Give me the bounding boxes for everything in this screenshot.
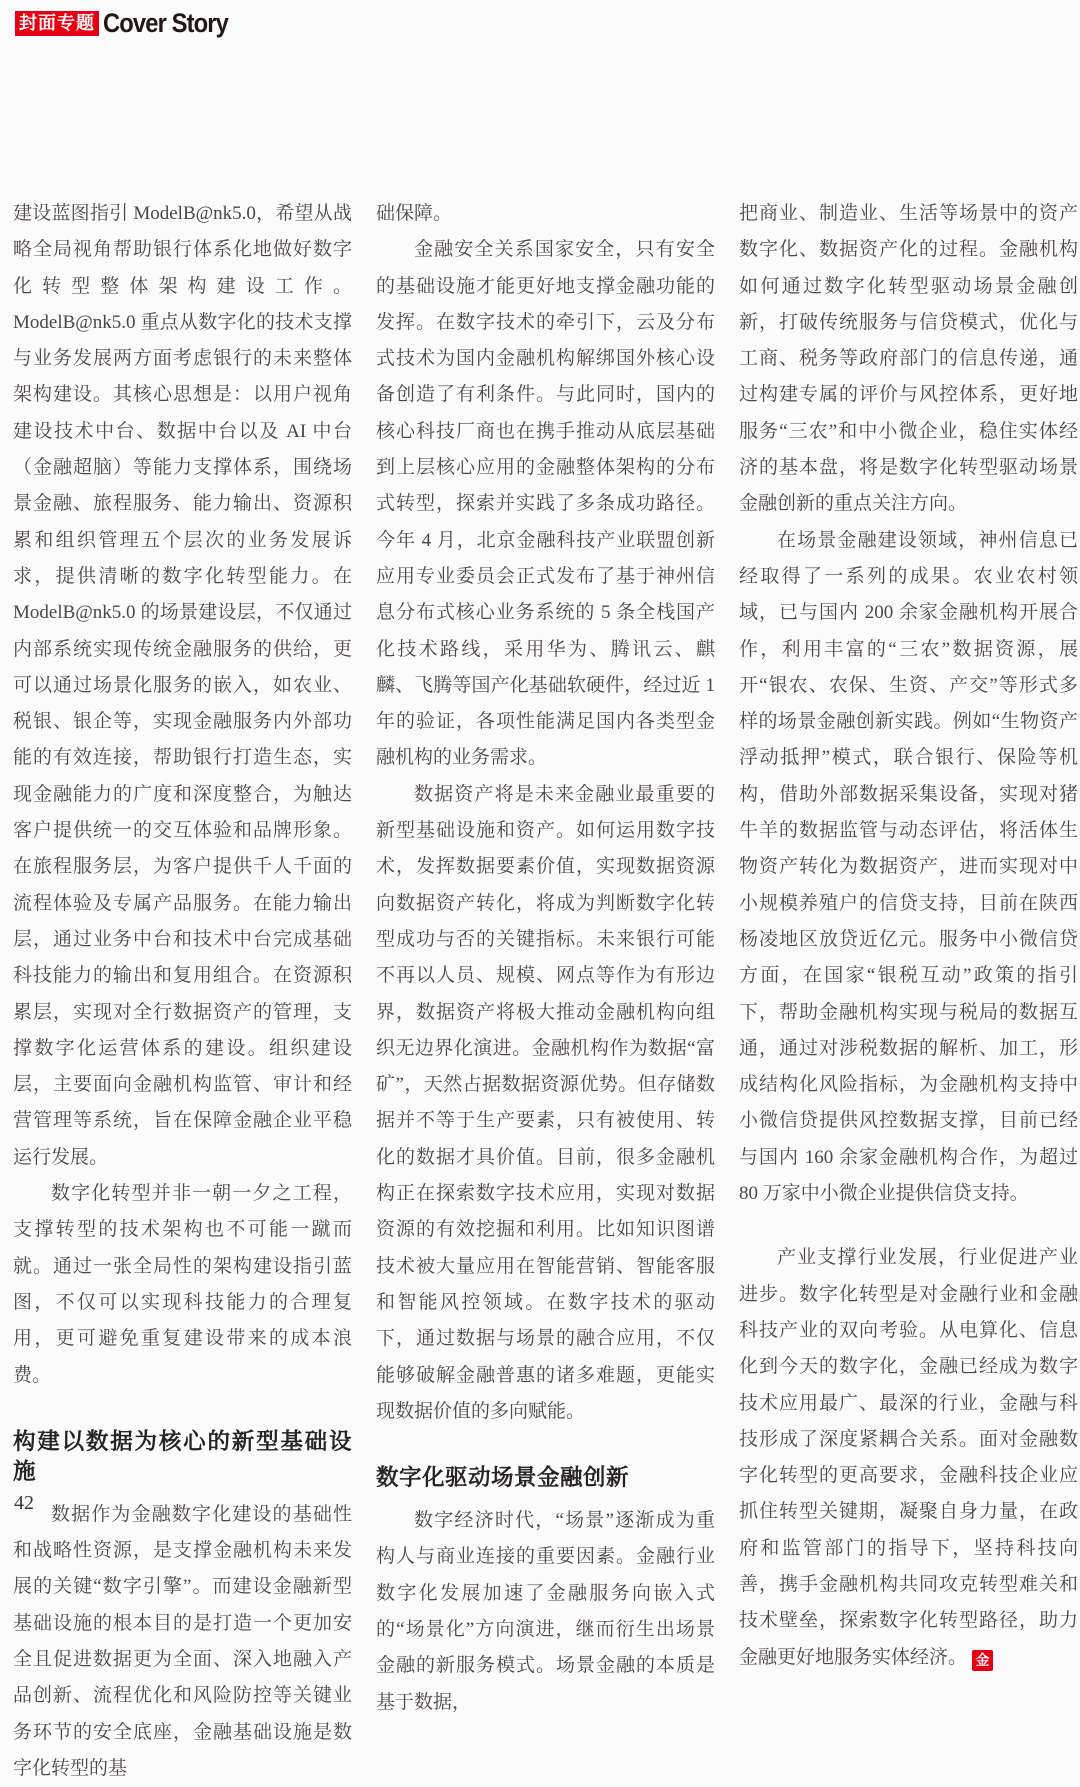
paragraph: 数据资产将是未来金融业最重要的新型基础设施和资产。如何运用数字技术，发挥数据要素价值，实现数据资源向数据资产转化，将成为判断数字化转型成功与否的关键指标。未来银行可能不再以人员、规模、网点等作为有形边界，数据资产将极大推动金融机构向组织无边界化演进。金融机构作为数据“富矿”，天然占据数据资源优势。但存储数据并不等于生产要素，只有被使用、转化的数据才具价值。目前，很多金融机构正在探索数字技术应用，实现对数据资源的有效挖掘和利用。比如知识图谱技术被大量应用在智能营销、智能客服和智能风控领域。在数字技术的驱动下，通过数据与场景的融合应用，不仅能够破解金融普惠的诸多难题，更能实现数据价值的多向赋能。 (376, 783, 715, 1422)
article-column-3 (739, 196, 1078, 1676)
paragraph: 产业支撑行业发展，行业促进产业进步。数字化转型是对金融行业和金融科技产业的双向考验。从电算化、信息化到今天的数字化，金融已经成为数字技术应用最广、最深的行业，金融与科技形成了深度紧耦合关系。面对金融数字化转型的更高要求，金融科技企业应抓住转型关键期，凝聚自身力量，在政府和监管部门的指导下，坚持科技向善，携手金融机构共同攻克转型难关和技术壁垒，探索数字化转型路径，助力金融更好地服务实体经济。 金 (739, 1240, 1078, 1676)
paragraph: 建设蓝图指引 ModelB@nk5.0，希望从战略全局视角帮助银行体系化地做好数字化转型整体架构建设工作。ModelB@nk5.0 重点从数字化的技术支撑与业务发展两方面考虑银行的未来整体架构建设。其核心思想是：以用户视角建设技术中台、数据中台以及 AI 中台（金融超脑）等能力支撑体系，围绕场景金融、旅程服务、能力输出、资源积累和组织管理五个层次的业务发展诉求，提供清晰的数字化转型能力。在 ModelB@nk5.0 的场景建设层，不仅通过内部系统实现传统金融服务的供给，更可以通过场景化服务的嵌入，如农业、税银、银企等，实现金融服务内外部功能的有效连接，帮助银行打造生态，实现金融能力的广度和深度整合，为触达客户提供统一的交互体验和品牌形象。在旅程服务层，为客户提供千人千面的流程体验及专属产品服务。在能力输出层，通过业务中台和技术中台完成基础科技能力的输出和复用组合。在资源积累层，实现对全行数据资产的管理，支撑数字化运营体系的建设。组织建设层，主要面向金融机构监管、审计和经营管理等系统，旨在保障金融企业平稳运行发展。 (13, 203, 352, 1168)
page-number: 42 (14, 1492, 34, 1514)
paragraph: 把商业、制造业、生活等场景中的资产数字化、数据资产化的过程。金融机构如何通过数字化转型驱动场景金融创新，打破传统服务与信贷模式，优化与工商、税务等政府部门的信息传递，通过构建专属的评价与风控体系，更好地服务“三农”和中小微企业，稳住实体经济的基本盘，将是数字化转型驱动场景金融创新的重点关注方向。 (739, 203, 1078, 515)
article-end-mark-icon: 金 (972, 1650, 993, 1671)
article-body (13, 196, 1079, 1787)
paragraph: 数据作为金融数字化建设的基础性和战略性资源，是支撑金融机构未来发展的关键“数字引擎”。而建设金融新型基础设施的根本目的是打造一个更加安全且促进数据更为全面、深入地融入产品创新、流程优化和风险防控等关键业务环节的安全底座，金融基础设施是数字化转型的基 (13, 1503, 352, 1779)
cover-story-tag-en: Cover Story (103, 8, 229, 38)
section-heading: 数字化驱动场景金融创新 (376, 1465, 630, 1491)
article-column-1 (13, 196, 352, 1787)
section-heading: 构建以数据为核心的新型基础设施 (13, 1428, 352, 1484)
page-header (15, 8, 245, 39)
paragraph: 金融安全关系国家安全，只有安全的基础设施才能更好地支撑金融功能的发挥。在数字技术的牵引下，云及分布式技术为国内金融机构解绑国外核心设备创造了有利条件。与此同时，国内的核心科技厂商也在携手推动从底层基础到上层核心应用的金融整体架构的分布式转型，探索并实践了多条成功路径。今年 4 月，北京金融科技产业联盟创新应用专业委员会正式发布了基于神州信息分布式核心业务系统的 5 条全栈国产化技术路线，采用华为、腾讯云、麒麟、飞腾等国产化基础软硬件，经过近 1 年的验证，各项性能满足国内各类型金融机构的业务需求。 (376, 239, 715, 769)
paragraph: 数字化转型并非一朝一夕之工程，支撑转型的技术架构也不可能一蹴而就。通过一张全局性的架构建设指引蓝图，不仅可以实现科技能力的合理复用，更可避免重复建设带来的成本浪费。 (13, 1183, 352, 1386)
paragraph: 础保障。 (376, 203, 453, 224)
cover-story-tag-cn: 封面专题 (15, 11, 99, 36)
paragraph: 数字经济时代，“场景”逐渐成为重构人与商业连接的重要因素。金融行业数字化发展加速了金融服务向嵌入式的“场景化”方向演进，继而衍生出场景金融的新服务模式。场景金融的本质是基于数据， (376, 1510, 715, 1713)
paragraph: 在场景金融建设领域，神州信息已经取得了一系列的成果。农业农村领域，已与国内 200 余家金融机构开展合作，利用丰富的“三农”数据资源，展开“银农、农保、生资、产交”等形式多样的场景金融创新实践。例如“生物资产浮动抵押”模式，联合银行、保险等机构，借助外部数据采集设备，实现对猪牛羊的数据监管与动态评估，将活体生物资产转化为数据资产，进而实现对中小规模养殖户的信贷支持，目前在陕西杨凌地区放贷近亿元。服务中小微信贷方面，在国家“银税互动”政策的指引下，帮助金融机构实现与税局的数据互通，通过对涉税数据的解析、加工，形成结构化风险指标，为金融机构支持中小微信贷提供风控数据支撑，目前已经与国内 160 余家金融机构合作，为超过 80 万家中小微企业提供信贷支持。 (739, 529, 1078, 1205)
article-column-2 (376, 196, 715, 1721)
